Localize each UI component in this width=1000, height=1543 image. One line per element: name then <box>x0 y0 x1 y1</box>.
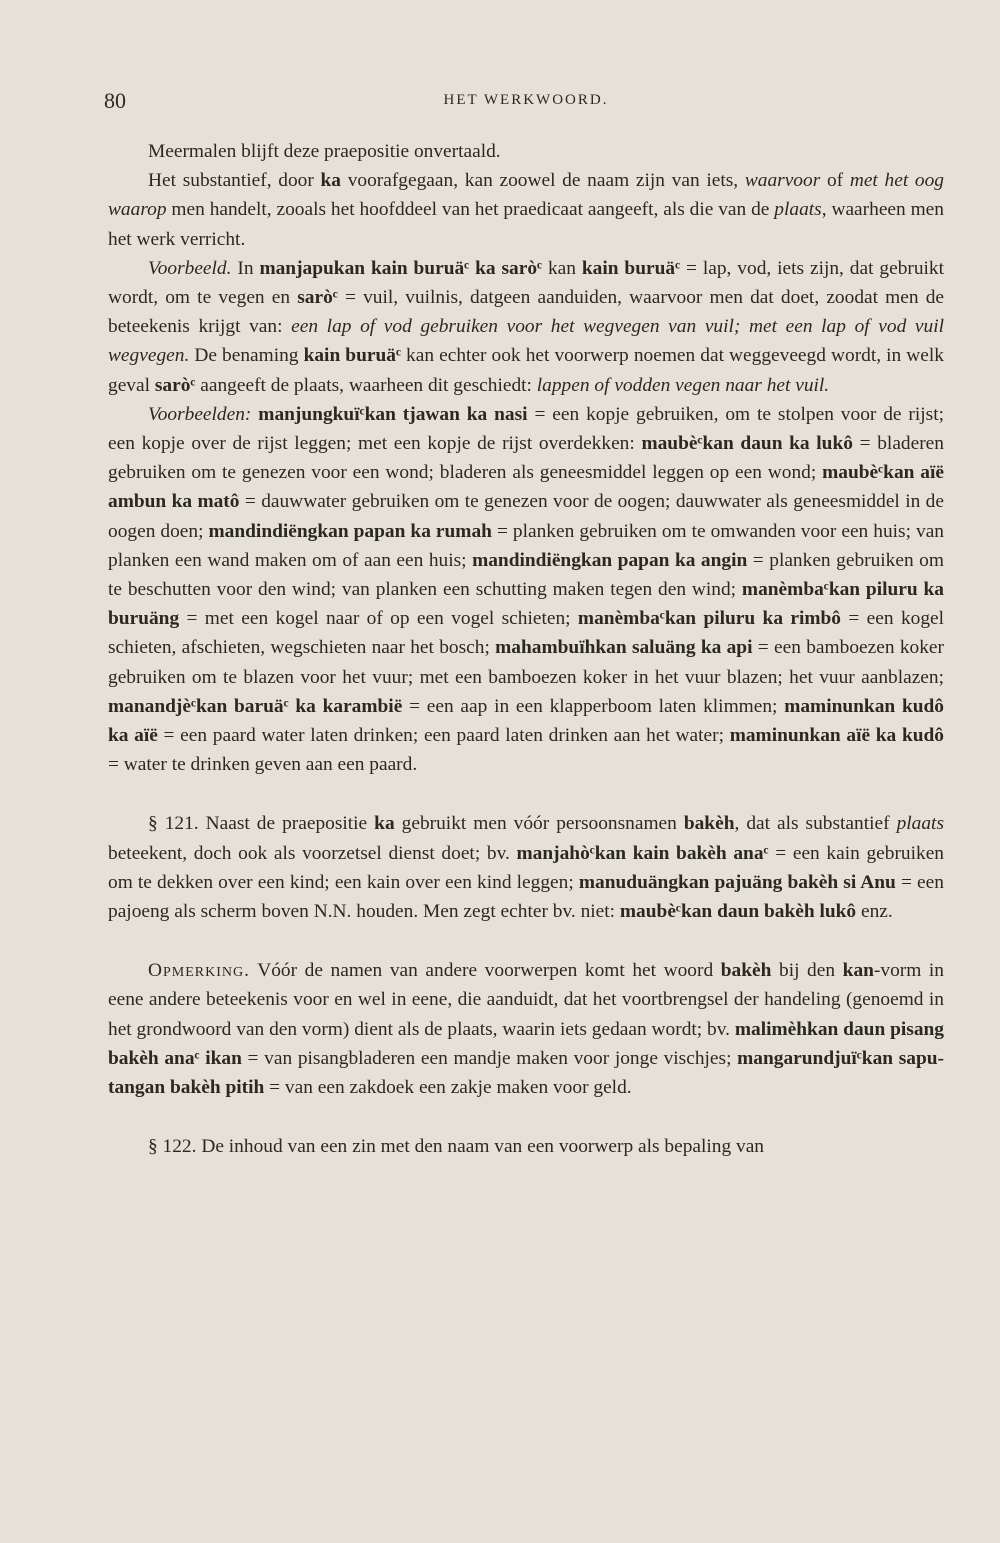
bold-term: manjungkuïᶜkan tjawan ka nasi <box>258 403 528 425</box>
bold-term: mandindiëngkan papan ka angin <box>472 549 748 571</box>
italic-text: plaats <box>774 199 822 221</box>
bold-term: manandjèᶜkan baruäᶜ ka karambië <box>108 695 403 717</box>
bold-term: kain buruäᶜ <box>303 345 401 367</box>
text-run: beteekent, doch ook als voorzetsel dienst doet; bv. <box>108 842 517 864</box>
text-run: = met een kogel naar of op een vogel schieten; <box>179 608 578 630</box>
text-run: , waarheen men het werk verricht. <box>108 199 944 250</box>
text-run: = water te drinken geven aan een paard. <box>108 754 418 776</box>
paragraph-p1 <box>108 137 944 166</box>
text-run: Meermalen blijft deze praepositie onvertaald. <box>148 141 501 162</box>
page-header <box>104 88 948 118</box>
text-run: kan <box>542 257 582 279</box>
text-run: = van een zakdoek een zakje maken voor geld. <box>264 1077 632 1099</box>
page-number: 80 <box>104 88 126 113</box>
text-run: = dauwwater gebruiken om te genezen voor de oogen; dauwwater als geneesmiddel in de oogen doen; <box>108 491 944 542</box>
bold-term: malimèhkan daun pisang bakèh anaᶜ ikan <box>108 1018 944 1069</box>
italic-text: Voorbeelden: <box>148 403 252 425</box>
italic-text: Voorbeeld. <box>148 257 232 279</box>
bold-term: mandindiëngkan papan ka rumah <box>208 520 492 542</box>
bold-term: manjahòᶜkan kain bakèh anaᶜ <box>516 842 769 864</box>
paragraph-p6 <box>108 956 944 1102</box>
text-run: men handelt, zooals het hoofddeel van het praedicaat aangeeft, als die van de <box>166 199 775 221</box>
small-caps-heading: Opmerking. <box>148 960 250 982</box>
bold-term: ka <box>320 170 341 192</box>
italic-text: een lap of vod gebruiken voor het wegvegen van vuil; met een lap of vod vuil wegvegen. <box>108 316 944 367</box>
paragraph-p5 <box>108 809 944 926</box>
bold-term: maminunkan kudô ka aïë <box>108 695 944 747</box>
bold-term: manèmbaᶜkan piluru ka buruäng <box>108 579 944 630</box>
bold-term: manuduängkan pajuäng bakèh si Anu <box>578 871 896 893</box>
italic-text: plaats <box>896 813 944 835</box>
text-run: gebruikt men vóór persoonsnamen <box>394 813 684 835</box>
text-run: Vóór de namen van andere voorwerpen komt het woord <box>249 960 721 982</box>
body-text <box>108 137 944 1162</box>
text-run: = planken gebruiken om te beschutten voor den wind; van planken een schutting maken tegen den wind; <box>108 549 944 601</box>
text-run: = van pisangbladeren een mandje maken voor jonge vischjes; <box>241 1047 738 1069</box>
text-run: = bladeren gebruiken om te genezen voor een wond; bladeren als geneesmiddel leggen op een wond; <box>108 433 944 484</box>
bold-term: saròᶜ <box>154 374 196 396</box>
text-run: De inhoud van een zin met den naam van een voorwerp als bepaling van <box>196 1136 765 1158</box>
bold-term: manjapukan kain buruäᶜ ka saròᶜ <box>259 257 543 279</box>
text-run: bij den <box>771 960 843 982</box>
paragraph-p4 <box>108 400 944 780</box>
text-run: = een kogel schieten, afschieten, wegschieten naar het bosch; <box>108 608 945 659</box>
bold-term: mahambuïhkan saluäng ka api <box>495 637 753 659</box>
text-run: De benaming <box>189 345 304 367</box>
bold-term: saròᶜ <box>297 287 338 309</box>
bold-term: maubèᶜkan aïë ambun ka matô <box>108 462 944 513</box>
text-run: of <box>820 170 850 192</box>
text-run: aangeeft de plaats, waarheen dit geschiedt: <box>195 374 537 396</box>
text-run: In <box>231 257 260 279</box>
paragraph-p2 <box>108 166 944 254</box>
bold-term: bakèh <box>683 813 735 835</box>
bold-term: mangarundjuïᶜkan sapu-tangan bakèh pitih <box>108 1047 944 1099</box>
text-run: = planken gebruiken om te omwanden voor een huis; van planken een wand maken om of aan een huis; <box>108 520 944 571</box>
text-run: kan echter ook het voorwerp noemen dat weggeveegd wordt, in welk geval <box>108 345 944 396</box>
italic-text: waarvoor <box>744 170 821 192</box>
text-run: -vorm in eene andere beteekenis voor en wel in eene, die aanduidt, dat het voortbrengsel der handeling (genoemd in het grondwoord van den vorm) dient als de plaats, waarin iets gedaan wordt; bv. <box>108 960 944 1040</box>
text-run: = een kopje gebruiken, om te stolpen voor de rijst; een kopje over de rijst leggen; met een kopje de rijst overdekken: <box>108 403 944 455</box>
text-run: , dat als substantief <box>734 813 897 835</box>
bold-term: bakèh <box>720 960 772 982</box>
paragraph-p3 <box>108 254 944 400</box>
text-run: Het substantief, door <box>148 170 321 192</box>
bold-term: maubèᶜkan daun ka lukô <box>641 433 853 455</box>
text-run: = een kain gebruiken om te dekken over een kind; een kain over een kind leggen; <box>108 842 944 893</box>
text-run: = een pajoeng als scherm boven N.N. houden. Men zegt echter bv. niet: <box>108 871 944 923</box>
text-run: § 122. <box>148 1136 197 1158</box>
text-run: = lap, vod, iets zijn, dat gebruikt wordt, om te vegen en <box>108 257 945 309</box>
text-run: enz. <box>856 901 893 923</box>
text-run: = vuil, vuilnis, datgeen aanduiden, waarvoor men dat doet, zoodat men de beteekenis krijgt van: <box>108 287 945 338</box>
text-run: voorafgegaan, kan zoowel de naam zijn van iets, <box>341 170 745 192</box>
running-head: HET WERKWOORD. <box>443 92 609 108</box>
text-run: § 121. <box>148 813 199 835</box>
paragraph-p7 <box>108 1132 944 1161</box>
text-run: = een aap in een klapperboom laten klimmen; <box>402 695 785 717</box>
text-run: = een paard water laten drinken; een paard laten drinken aan het water; <box>157 725 730 747</box>
bold-term: kan <box>842 960 874 982</box>
bold-term: manèmbaᶜkan piluru ka rimbô <box>577 608 842 630</box>
italic-text: lappen of vodden vegen naar het vuil. <box>536 374 830 396</box>
bold-term: maminunkan aïë ka kudô <box>729 725 944 747</box>
bold-term: kain buruäᶜ <box>581 257 681 279</box>
bold-term: maubèᶜkan daun bakèh lukô <box>619 901 857 923</box>
italic-text: met het oog waarop <box>108 170 944 221</box>
bold-term: ka <box>374 813 395 835</box>
text-run: = een bamboezen koker gebruiken om te blazen voor het vuur; met een bamboezen koker in het vuur blazen; het vuur aanblazen; <box>108 637 944 688</box>
text-run: Naast de praepositie <box>198 813 375 835</box>
